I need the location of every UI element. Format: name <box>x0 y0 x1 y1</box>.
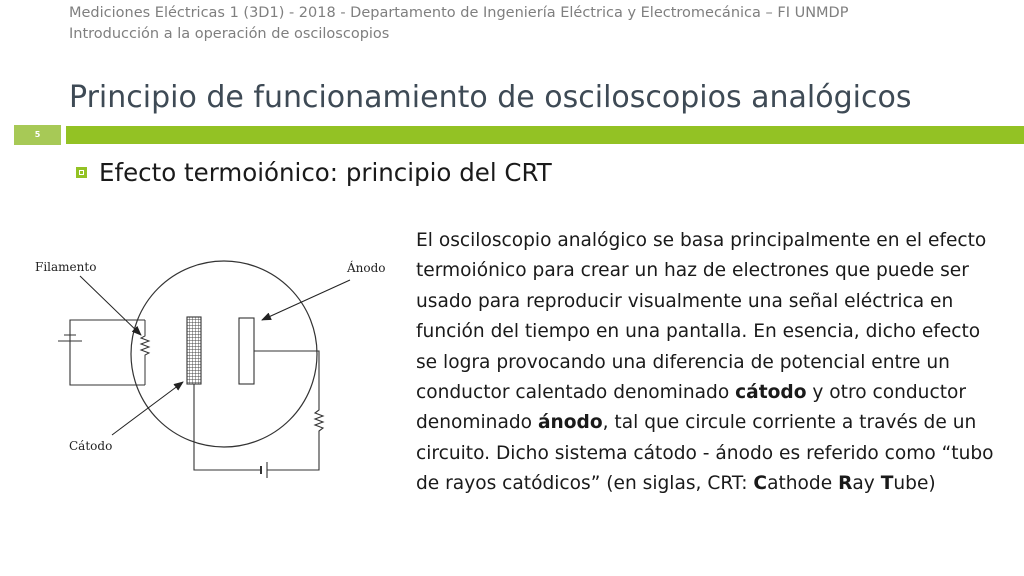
square-bullet-icon <box>76 167 87 178</box>
label-anodo: Ánodo <box>347 261 386 275</box>
arrow-anodo <box>262 280 350 320</box>
bullet-text: Efecto termoiónico: principio del CRT <box>99 158 552 187</box>
anode-circuit <box>254 351 323 470</box>
para-r: R <box>838 473 853 495</box>
label-catodo: Cátodo <box>69 439 113 453</box>
filament-resistor <box>141 320 149 385</box>
slide-header <box>69 3 848 45</box>
slide-number: 5 <box>14 125 61 145</box>
para-c: C <box>753 473 768 495</box>
crt-diagram <box>30 250 400 500</box>
description-paragraph <box>416 226 1006 500</box>
para-text-3: , tal que circule corriente a través de un circuito. Dicho sistema cátodo - ánodo es referido como “tubo de rayos catódicos” (en siglas, CRT: <box>416 412 994 495</box>
para-r-rest: ay <box>852 473 881 495</box>
para-t-rest: ube) <box>893 473 936 495</box>
header-topic-line: Introducción a la operación de osciloscopios <box>69 26 390 42</box>
para-catodo: cátodo <box>735 382 807 404</box>
para-c-rest: athode <box>767 473 839 495</box>
cathode-block <box>187 317 201 384</box>
arrow-filamento <box>80 276 141 335</box>
para-text-1: El osciloscopio analógico se basa principalmente en el efecto termoiónico para crear un haz de electrones que puede ser usado para reproducir visualmente una señal eléctrica en función del tiempo en una pantalla. En esencia, dicho efecto se logra provocando una diferencia de potencial entre un conductor calentado denominado <box>416 230 987 404</box>
para-t: T <box>880 473 894 495</box>
header-course-line: Mediciones Eléctricas 1 (3D1) - 2018 - Departamento de Ingeniería Eléctrica y Electromecánica – FI UNMDP <box>69 5 849 21</box>
arrow-catodo <box>112 382 183 435</box>
label-filamento: Filamento <box>35 260 97 274</box>
slide-title: Principio de funcionamiento de osciloscopios analógicos <box>69 80 912 115</box>
para-text-2: y otro conductor denominado <box>416 382 967 434</box>
bullet-item <box>76 158 552 187</box>
anode-plate <box>239 318 254 384</box>
title-divider-bar <box>66 126 1024 144</box>
tube-envelope <box>131 261 317 447</box>
para-anodo: ánodo <box>537 412 603 434</box>
